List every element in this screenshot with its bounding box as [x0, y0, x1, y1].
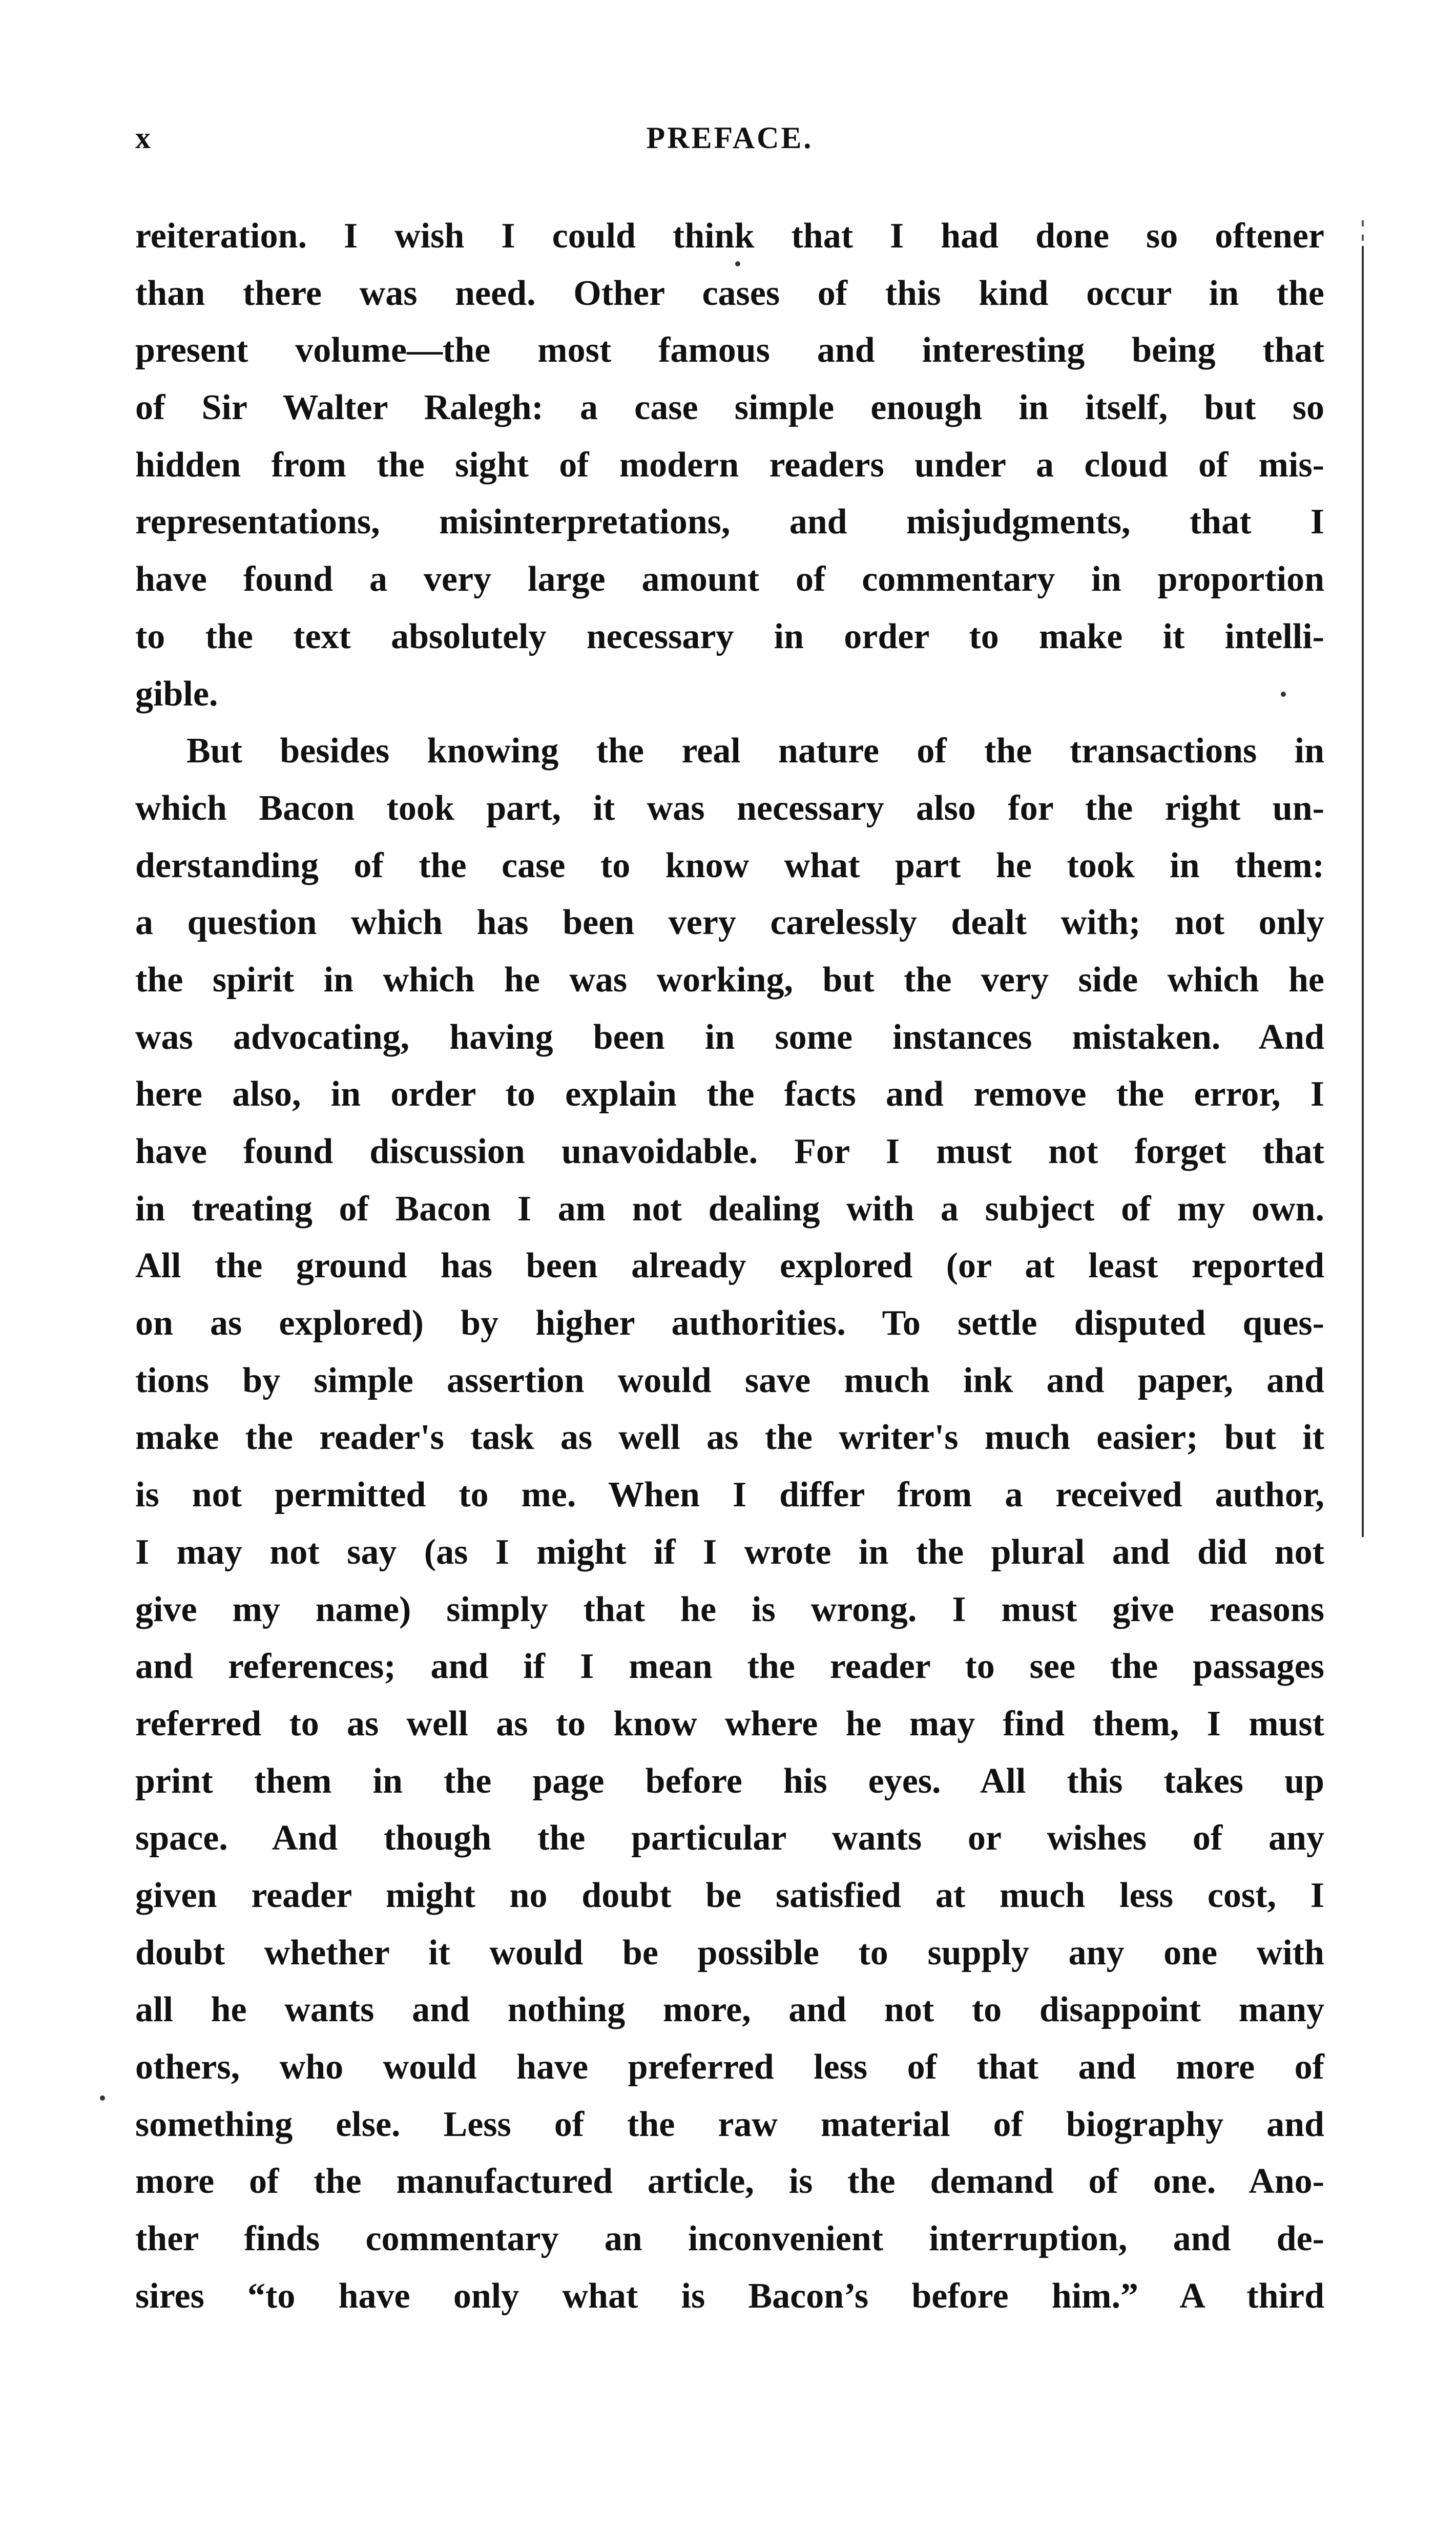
running-title: PREFACE.	[646, 121, 814, 155]
text-line: present volume—the most famous and interesting being that	[135, 330, 1324, 370]
text-line: to the text absolutely necessary in order to make it intelli-	[135, 616, 1324, 656]
text-line: given reader might no doubt be satisfied at much less cost, I	[135, 1875, 1324, 1915]
text-line: But besides knowing the real nature of the transactions in	[186, 731, 1324, 771]
margin-rule	[1362, 246, 1364, 1537]
body-text	[135, 207, 1324, 2325]
text-line: tions by simple assertion would save much ink and paper, and	[135, 1360, 1324, 1400]
text-line: sires “to have only what is Bacon’s before him.” A third	[135, 2276, 1324, 2316]
text-line: give my name) simply that he is wrong. I must give reasons	[135, 1589, 1324, 1629]
text-line: the spirit in which he was working, but the very side which he	[135, 960, 1324, 1000]
text-line: others, who would have preferred less of that and more of	[135, 2047, 1324, 2087]
text-line: reiteration. I wish I could think that I had done so oftener	[135, 216, 1324, 256]
text-line: of Sir Walter Ralegh: a case simple enough in itself, but so	[135, 388, 1324, 428]
text-line: print them in the page before his eyes. All this takes up	[135, 1761, 1324, 1801]
text-line: is not permitted to me. When I differ from a received author,	[135, 1475, 1324, 1515]
text-line: gible.	[135, 674, 218, 714]
text-line: hidden from the sight of modern readers under a cloud of mis-	[135, 445, 1324, 485]
text-line: here also, in order to explain the facts and remove the error, I	[135, 1074, 1324, 1114]
text-line: in treating of Bacon I am not dealing with a subject of my own.	[135, 1189, 1324, 1229]
text-line: was advocating, having been in some instances mistaken. And	[135, 1017, 1324, 1057]
text-line: which Bacon took part, it was necessary also for the right un-	[135, 788, 1324, 828]
text-line: representations, misinterpretations, and misjudgments, that I	[135, 502, 1324, 542]
text-line: I may not say (as I might if I wrote in the plural and did not	[135, 1532, 1324, 1572]
text-line: make the reader's task as well as the writer's much easier; but it	[135, 1418, 1324, 1458]
text-line: have found discussion unavoidable. For I must not forget that	[135, 1132, 1324, 1171]
page-number: x	[135, 121, 153, 155]
text-line: a question which has been very carelessly dealt with; not only	[135, 903, 1324, 943]
text-line: doubt whether it would be possible to supply any one with	[135, 1933, 1324, 1973]
text-line: on as explored) by higher authorities. To settle disputed ques-	[135, 1303, 1324, 1343]
ink-speck	[100, 2095, 105, 2101]
text-line: derstanding of the case to know what part he took in them:	[135, 845, 1324, 885]
text-line: and references; and if I mean the reader to see the passages	[135, 1647, 1324, 1687]
text-line: have found a very large amount of commentary in proportion	[135, 559, 1324, 599]
text-line: referred to as well as to know where he may find them, I must	[135, 1704, 1324, 1744]
text-line: than there was need. Other cases of this kind occur in the	[135, 273, 1324, 313]
text-line: space. And though the particular wants or wishes of any	[135, 1818, 1324, 1858]
text-line: ther finds commentary an inconvenient interruption, and de-	[135, 2219, 1324, 2259]
text-line: all he wants and nothing more, and not to disappoint many	[135, 1990, 1324, 2030]
page-header	[135, 120, 1324, 167]
text-line: All the ground has been already explored (or at least reported	[135, 1246, 1324, 1286]
text-line: more of the manufactured article, is the demand of one. Ano-	[135, 2162, 1324, 2202]
text-line: something else. Less of the raw material of biography and	[135, 2104, 1324, 2144]
